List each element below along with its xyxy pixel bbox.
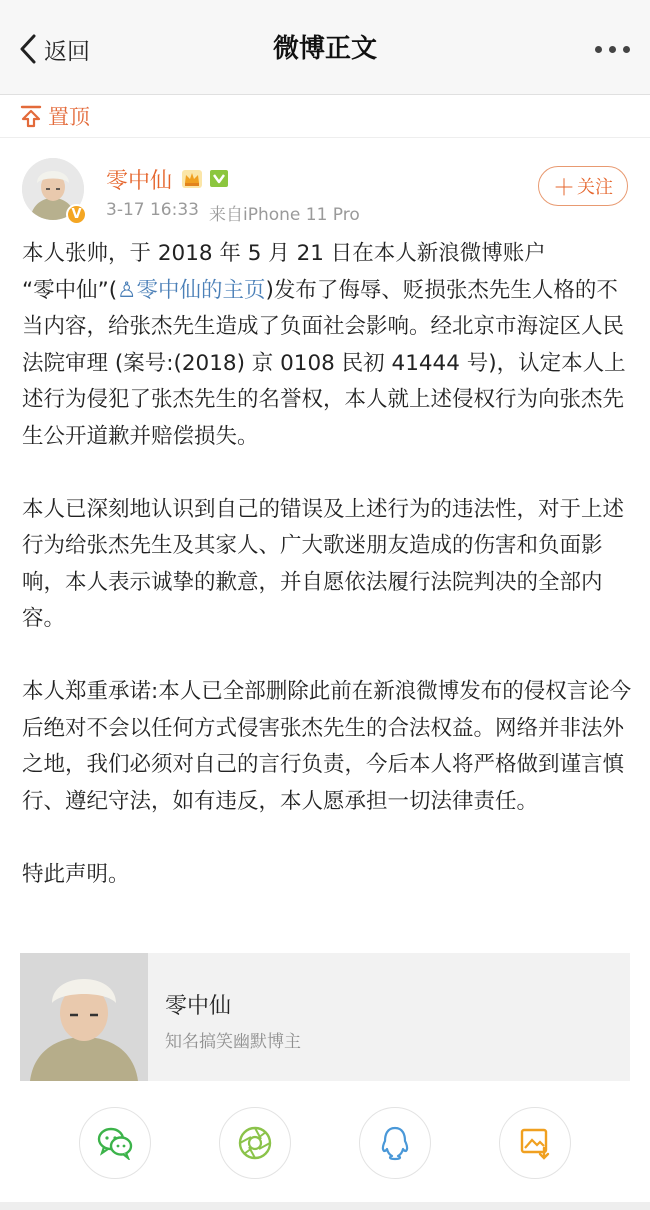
share-wechat-button[interactable]	[79, 1107, 151, 1179]
nav-bar	[0, 0, 650, 95]
follow-button[interactable]	[538, 166, 628, 206]
post-time: 3-17 16:33	[106, 200, 199, 220]
post-meta	[106, 200, 360, 225]
plus-icon: ＋	[552, 175, 575, 201]
member-badge-icon	[209, 169, 229, 188]
save-image-icon	[518, 1126, 552, 1160]
post-content	[22, 236, 632, 893]
profile-card[interactable]	[20, 953, 630, 1081]
card-title: 零中仙	[165, 994, 232, 1019]
crown-badge-icon	[181, 169, 203, 189]
bottom-divider	[0, 1202, 650, 1210]
post-source: 来自iPhone 11 Pro	[208, 205, 360, 225]
card-subtitle: 知名搞笑幽默博主	[165, 1032, 301, 1052]
save-image-button[interactable]	[499, 1107, 571, 1179]
moments-icon	[237, 1125, 273, 1161]
content-text: 本人张帅，于 2018 年 5 月 21 日在本人新浪微博账户 “零中仙”(	[22, 241, 546, 303]
more-dot	[595, 46, 602, 53]
user-link[interactable]: ♙零中仙的主页	[117, 277, 266, 303]
more-icon[interactable]	[595, 46, 630, 53]
verified-badge: V	[66, 204, 87, 225]
card-image	[20, 953, 148, 1081]
pin-top-icon	[20, 104, 42, 128]
content-text: )发布了侮辱、贬损张杰先生人格的不当内容，给张杰先生造成了负面社会影响。经北京市海淀区人民法院审理 (案号:(2018) 京 0108 民初 41444 号)，认定本人上述行为侵犯了张杰先生的名誉权，本人就上述侵权行为向张杰先生公开道歉并赔偿损失。 本人已深刻地认识到自己的错误及上述行为的违法性，对于上述行为给张杰先生及其家人、广大歌迷朋友造成的伤害和负面影响，本人表示诚挚的歉意，并自愿依法履行法院判决的全部内容。 本人郑重承诺:本人已全部删除此前在新浪微博发布的侵权言论今后绝对不会以任何方式侵害张杰先生的合法权益。网络并非法外之地，我们必须对自己的言行负责，今后本人将严格做到谨言慎行、遵纪守法，如有违反，本人愿承担一切法律责任。 特此声明。	[22, 277, 632, 887]
pinned-label: 置顶	[48, 105, 90, 129]
share-qq-button[interactable]	[359, 1107, 431, 1179]
follow-label: 关注	[577, 177, 613, 198]
page-title: 微博正文	[272, 34, 377, 64]
pinned-bar	[0, 95, 650, 138]
wechat-icon	[96, 1126, 134, 1160]
more-dot	[609, 46, 616, 53]
card-photo	[20, 953, 148, 1081]
more-dot	[623, 46, 630, 53]
qq-icon	[379, 1125, 411, 1161]
share-moments-button[interactable]	[219, 1107, 291, 1179]
username[interactable]: 零中仙	[106, 169, 173, 194]
back-label: 返回	[44, 38, 90, 65]
